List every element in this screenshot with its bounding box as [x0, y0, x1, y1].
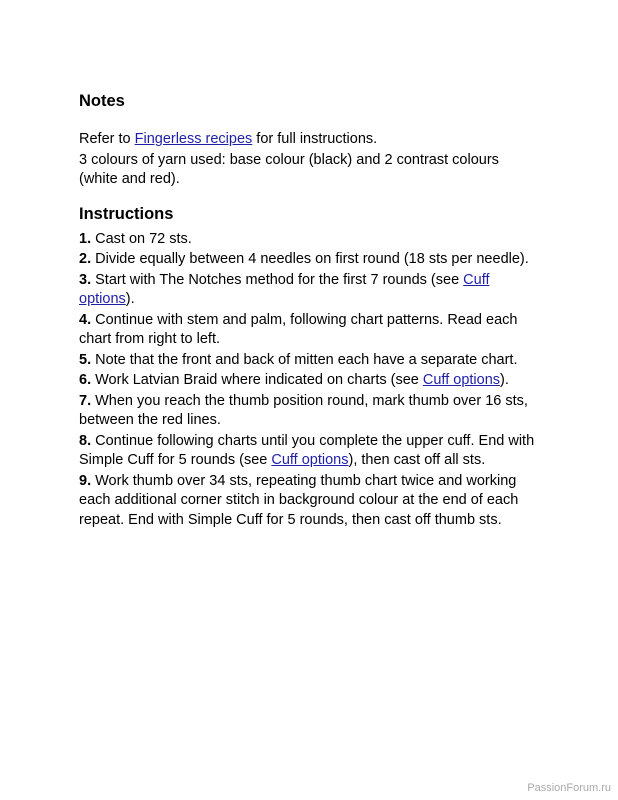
step-number: 9.: [79, 472, 92, 489]
instruction-step-9: [79, 472, 539, 531]
cuff-options-link[interactable]: Cuff options: [422, 372, 501, 388]
instruction-step-7: [79, 392, 539, 431]
cuff-options-link[interactable]: Cuff options: [79, 271, 490, 307]
step-text-after: ).: [125, 291, 135, 307]
instruction-step-5: [79, 351, 539, 371]
instruction-step-2: [79, 250, 539, 270]
step-number: 6.: [79, 372, 92, 388]
step-text-after: ), then cast off all sts.: [348, 452, 486, 468]
document-page: [79, 90, 539, 531]
instruction-step-6: [79, 371, 539, 391]
step-text: Work thumb over 34 sts, repeating thumb chart twice and working each additional corner stitch in background colour at the end of each repeat. End with Simple Cuff for 5 rounds, then cast off thumb sts.: [79, 472, 519, 528]
notes-refer-after-text: for full instructions.: [252, 131, 378, 147]
step-text: When you reach the thumb position round, mark thumb over 16 sts, between the red lines.: [79, 392, 528, 428]
instruction-step-1: [79, 230, 539, 250]
instruction-step-3: [79, 271, 539, 310]
notes-refer-text: Refer to: [79, 131, 135, 147]
step-text: Continue with stem and palm, following chart patterns. Read each chart from right to left.: [79, 311, 518, 347]
notes-line-colours: 3 colours of yarn used: base colour (black) and 2 contrast colours (white and red).: [79, 151, 499, 187]
watermark: PassionForum.ru: [527, 782, 611, 794]
step-text: Continue following charts until you complete the upper cuff. End with Simple Cuff for 5 rounds (see: [79, 432, 535, 468]
step-text: Work Latvian Braid where indicated on charts (see: [91, 372, 423, 388]
step-number: 2.: [79, 251, 92, 267]
step-number: 1.: [79, 230, 92, 247]
step-text-after: ).: [500, 372, 509, 388]
step-number: 8.: [79, 432, 92, 449]
cuff-options-link[interactable]: Cuff options: [271, 452, 349, 468]
step-text: Note that the front and back of mitten each have a separate chart.: [91, 351, 518, 368]
instruction-step-4: [79, 311, 539, 350]
instruction-step-8: [79, 432, 539, 471]
notes-heading: Notes: [79, 92, 125, 110]
step-text: Cast on 72 sts.: [91, 230, 192, 247]
instructions-heading: Instructions: [79, 204, 174, 223]
step-number: 7.: [79, 392, 92, 409]
fingerless-recipes-link[interactable]: Fingerless recipes: [134, 131, 253, 147]
step-number: 5.: [79, 351, 92, 368]
step-text: Divide equally between 4 needles on first round (18 sts per needle).: [91, 251, 529, 267]
step-text: Start with The Notches method for the first 7 rounds (see: [91, 271, 464, 288]
step-number: 3.: [79, 271, 92, 288]
step-number: 4.: [79, 311, 92, 328]
notes-line-refer: [79, 130, 539, 150]
